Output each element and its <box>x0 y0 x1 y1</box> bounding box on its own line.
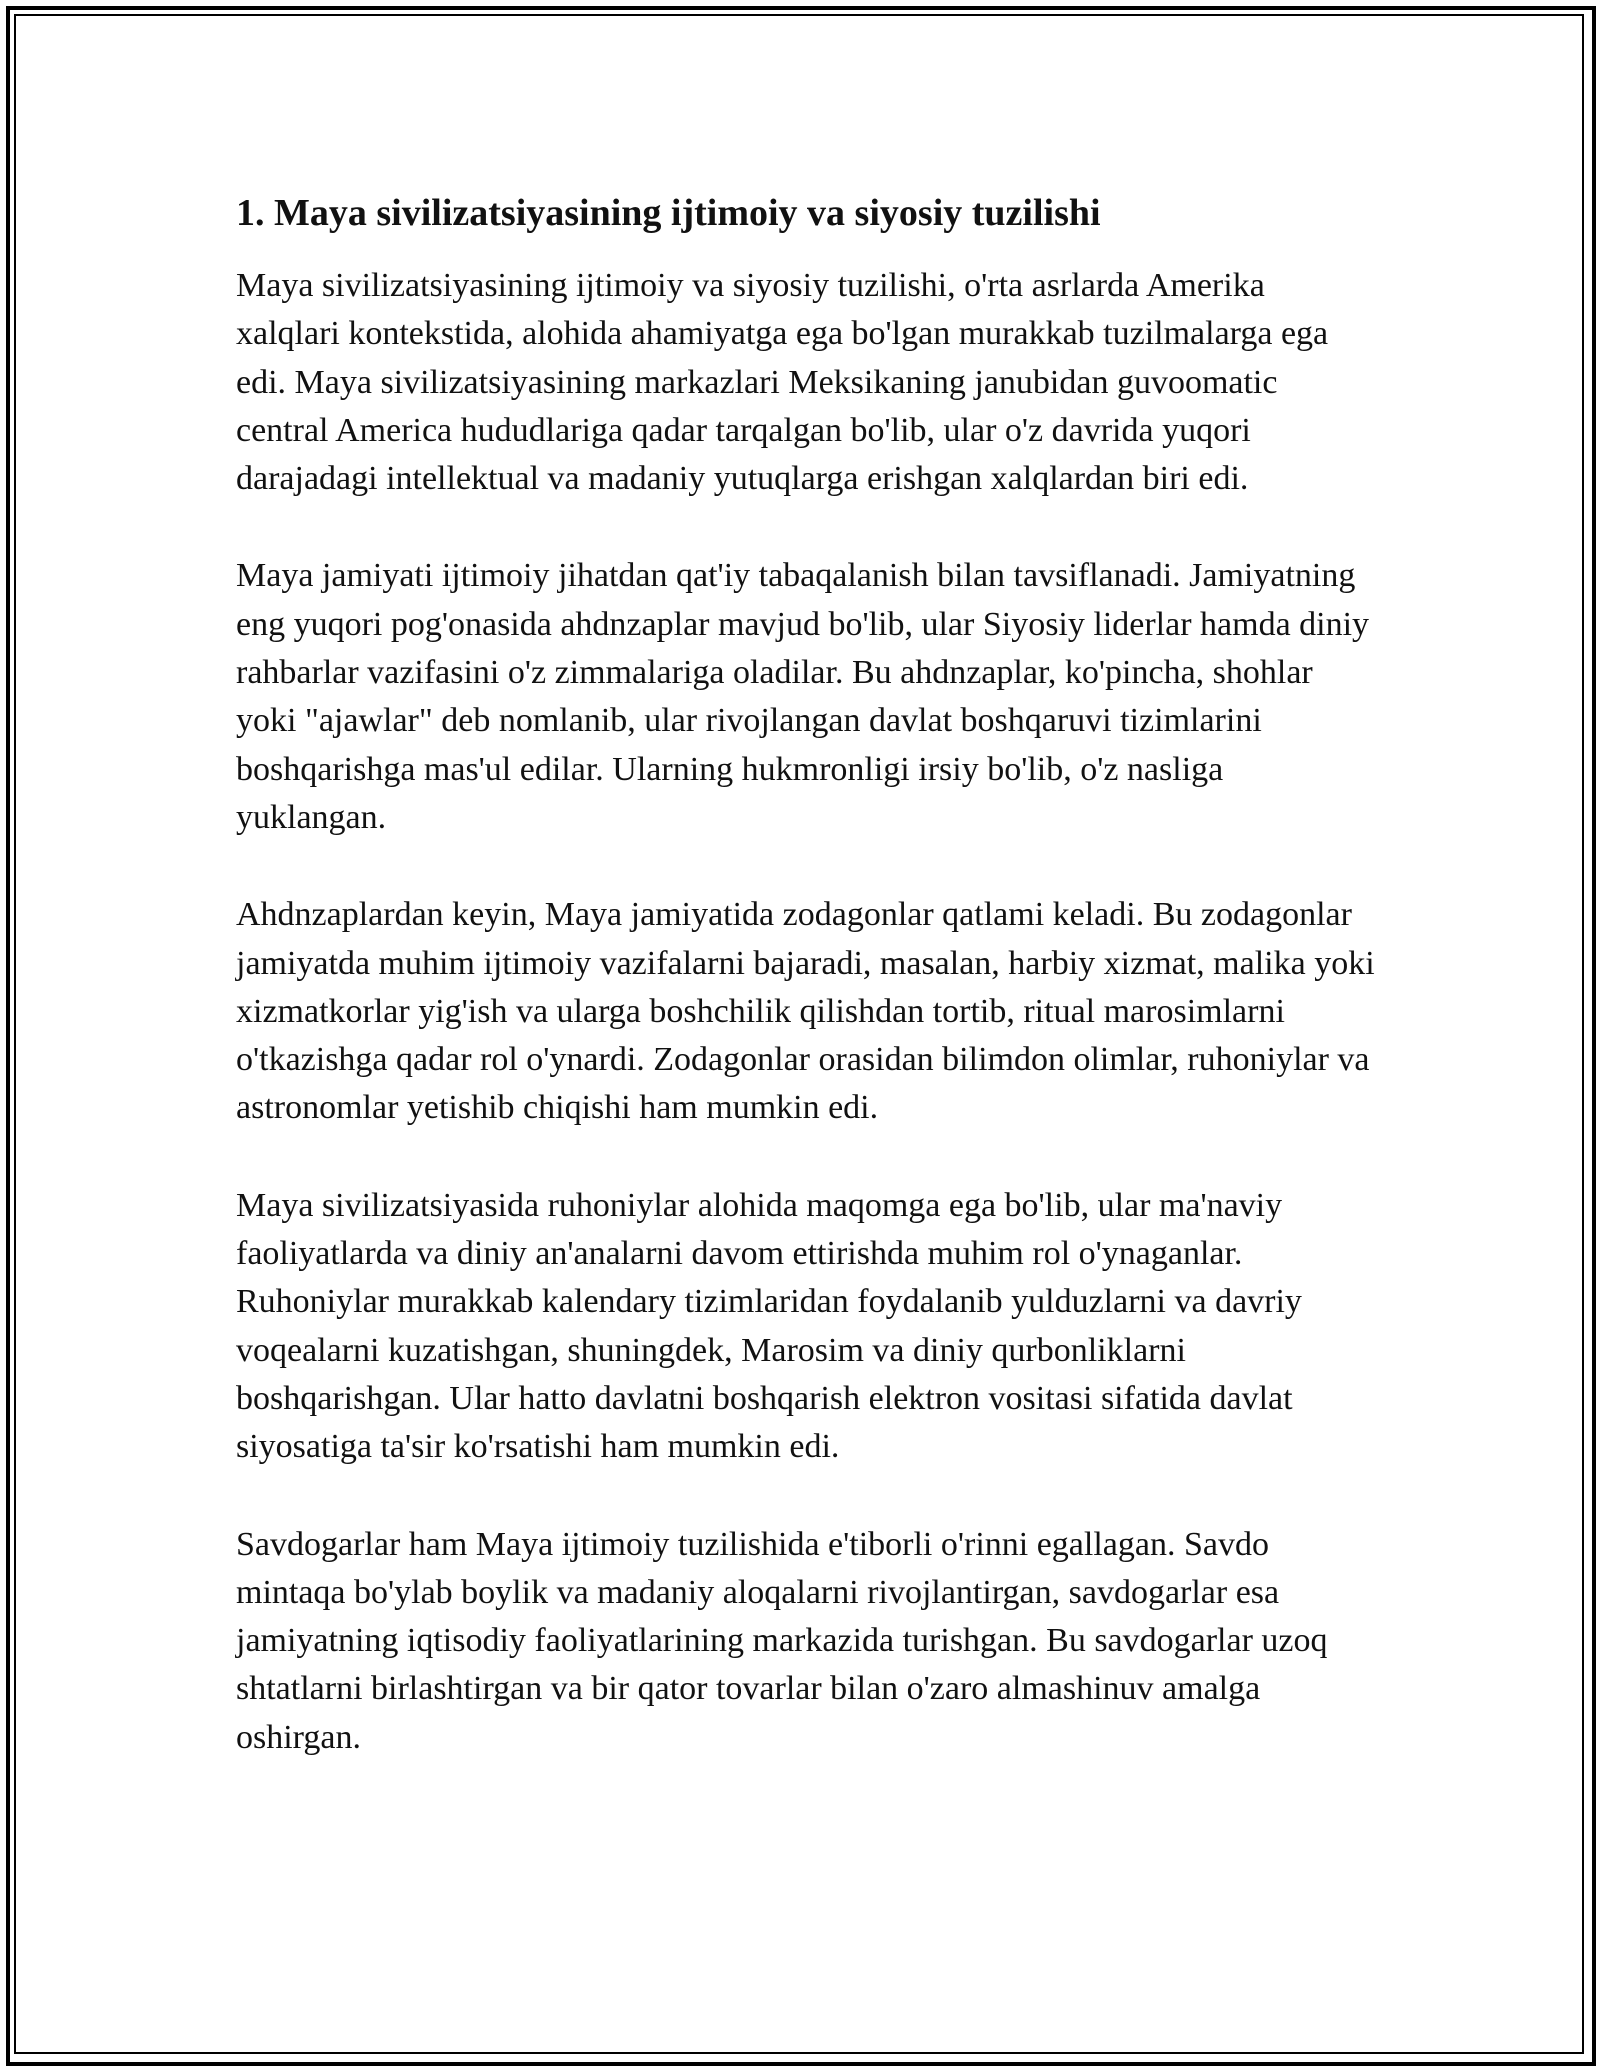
section-heading: 1. Maya sivilizatsiyasining ijtimoiy va siyosiy tuzilishi <box>236 192 1101 234</box>
paragraph-priests: Maya sivilizatsiyasida ruhoniylar alohida maqomga ega bo'lib, ular ma'naviy faoliyatlarda va diniy an'analarni davom ettirishda muhim rol o'ynaganlar. Ruhoniylar murakkab kalendary tizimlaridan foydalanib yulduzlarni va davriy voqealarni kuzatishgan, shuningdek, Marosim va diniy qurbonliklarni boshqarishgan. Ular hatto davlatni boshqarish elektron vositasi sifatida davlat siyosatiga ta'sir ko'rsatishi ham mumkin edi. <box>236 1186 1302 1466</box>
paragraph-rulers: Maya jamiyati ijtimoiy jihatdan qat'iy tabaqalanish bilan tavsiflanadi. Jamiyatning eng yuqori pog'onasida ahdnzaplar mavjud bo'lib, ular Siyosiy liderlar hamda diniy rahbarlar vazifasini o'z zimmalariga oladilar. Bu ahdnzaplar, ko'pincha, shohlar yoki "ajawlar" deb nomlanib, ular rivojlangan davlat boshqaruvi tizimlarini boshqarishga mas'ul edilar. Ularning hukmronligi irsiy bo'lib, o'z nasliga yuklangan. <box>236 557 1370 836</box>
paragraph-intro: Maya sivilizatsiyasining ijtimoiy va siyosiy tuzilishi, o'rta asrlarda Amerika xalqlari kontekstida, alohida ahamiyatga ega bo'lgan murakkab tuzilmalarga ega edi. Maya sivilizatsiyasining markazlari Meksikaning janubidan guvoomatic central America hududlariga qadar tarqalgan bo'lib, ular o'z davrida yuqori darajadagi intellektual va madaniy yutuqlarga erishgan xalqlardan biri edi. <box>236 267 1329 498</box>
paragraph-merchants: Savdogarlar ham Maya ijtimoiy tuzilishida e'tiborli o'rinni egallagan. Savdo mintaqa bo'ylab boylik va madaniy aloqalarni rivojlantirgan, savdogarlar esa jamiyatning iqtisodiy faoliyatlarining markazida turishgan. Bu savdogarlar uzoq shtatlarni birlashtirgan va bir qator tovarlar bilan o'zaro almashinuv amalga oshirgan. <box>236 1525 1328 1756</box>
document-body <box>236 186 1376 1762</box>
paragraph-nobility: Ahdnzaplardan keyin, Maya jamiyatida zodagonlar qatlami keladi. Bu zodagonlar jamiyatda muhim ijtimoiy vazifalarni bajaradi, masalan, harbiy xizmat, malika yoki xizmatkorlar yig'ish va ularga boshchilik qilishdan tortib, ritual marosimlarni o'tkazishga qadar rol o'ynardi. Zodagonlar orasidan bilimdon olimlar, ruhoniylar va astronomlar yetishib chiqishi ham mumkin edi. <box>236 896 1375 1127</box>
